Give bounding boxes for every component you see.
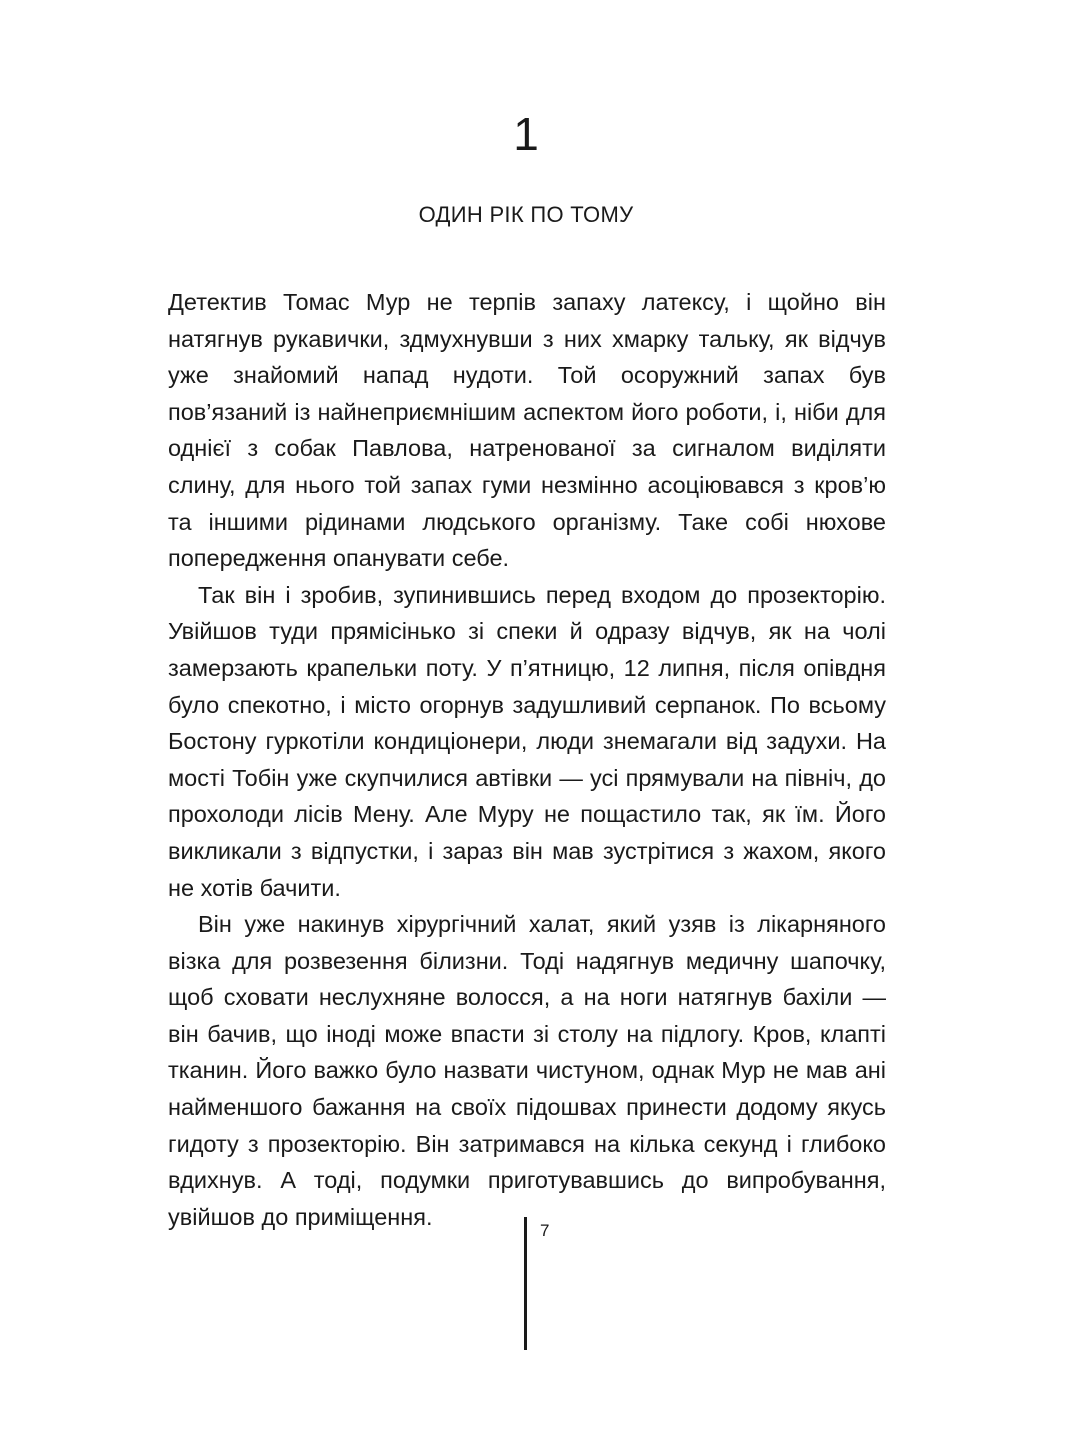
chapter-body [168, 284, 886, 1235]
paragraph: Він уже накинув хірургічний халат, який узяв із лікарняного візка для розвезення білизни. Тоді надягнув медичну шапочку, щоб сховати неслухняне волосся, а на ноги натягнув бахіли — він бачив, що іноді може впасти зі столу на підлогу. Кров, клапті тканин. Його важко було назвати чистуном, однак Мур не мав ані найменшого бажання на своїх підошвах принести додому якусь гидоту з прозекторію. Він затримався на кілька секунд і глибоко вдихнув. А тоді, подумки приготувавшись до випробування, увійшов до приміщення. [168, 911, 886, 1230]
page-number: 7 [540, 1221, 550, 1240]
paragraph: Детектив Томас Мур не терпів запаху латексу, і щойно він натягнув рукавички, здмухнувши з них хмарку тальку, як відчув уже знайомий напад нудоти. Той осоружний запах був пов’язаний із найнеприємнішим аспектом його роботи, і, ніби для однієї з собак Павлова, натренованої за сигналом виділяти слину, для нього той запах гуми незмінно асоціювався з кров’ю та іншими рідинами людського організму. Таке собі нюхове попередження опанувати себе. [168, 289, 886, 572]
page-number-rule [524, 1217, 527, 1350]
chapter-subtitle: ОДИН РІК ПО ТОМУ [418, 202, 634, 227]
paragraph: Так він і зробив, зупинившись перед входом до прозекторію. Увійшов туди прямісінько зі спеки й одразу відчув, як на чолі замерзають крапельки поту. У п’ятницю, 12 липня, після опівдня було спекотно, і місто огорнув задушливий серпанок. По всьому Бостону гуркотіли кондиціонери, люди знемагали від задухи. На мості Тобін уже скупчилися автівки — усі прямували на північ, до прохолоди лісів Мену. Але Муру не пощастило так, як їм. Його викликали з відпустки, і зараз він мав зустрітися з жахом, якого не хотів бачити. [168, 581, 886, 901]
chapter-number: 1 [513, 108, 539, 160]
